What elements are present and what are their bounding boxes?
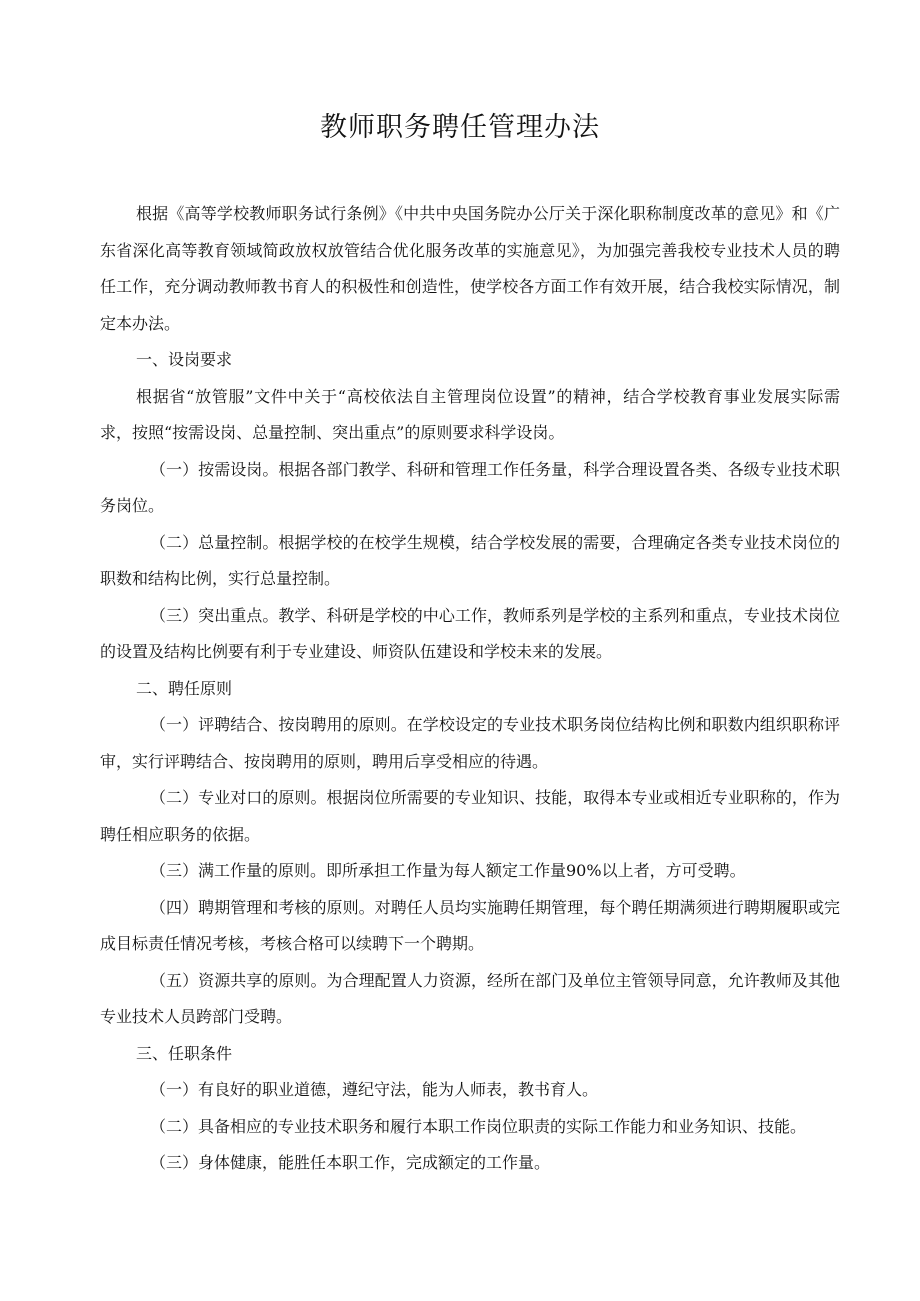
section-heading-3: 三、任职条件 [136,1043,233,1063]
section-heading-1: 一、设岗要求 [136,350,233,369]
section1-item-1: （一）按需设岗。根据各部门教学、科研和管理工作任务量，科学合理设置各类、各级专业技术职务岗位。 [100,459,840,515]
section3-item-1: （一）有良好的职业道德，遵纪守法，能为人师表，教书育人。 [150,1080,599,1099]
section3-item-3: （三）身体健康，能胜任本职工作，完成额定的工作量。 [150,1153,551,1172]
section2-item-3: （三）满工作量的原则。即所承担工作量为每人额定工作量90%以上者，方可受聘。 [150,861,746,880]
section1-item-3: （三）突出重点。教学、科研是学校的中心工作，教师系列是学校的主系列和重点，专业技术岗位的设置及结构比例要有利于专业建设、师资队伍建设和学校未来的发展。 [100,605,840,661]
section1-item-2: （二）总量控制。根据学校的在校学生规模，结合学校发展的需要，合理确定各类专业技术岗位的职数和结构比例，实行总量控制。 [100,532,840,588]
section-heading-2: 二、聘任原则 [136,678,233,698]
section1-lead-paragraph: 根据省“放管服”文件中关于“高校依法自主管理岗位设置”的精神，结合学校教育事业发展实际需求，按照“按需设岗、总量控制、突出重点”的原则要求科学设岗。 [100,386,840,442]
section2-item-2: （二）专业对口的原则。根据岗位所需要的专业知识、技能，取得本专业或相近专业职称的，作为聘任相应职务的依据。 [100,788,840,844]
intro-paragraph: 根据《高等学校教师职务试行条例》《中共中央国务院办公厅关于深化职称制度改革的意见》和《广东省深化高等教育领域简政放权放管结合优化服务改革的实施意见》，为加强完善我校专业技术人员的聘任工作，充分调动教师教书育人的积极性和创造性，使学校各方面工作有效开展，结合我校实际情况，制定本办法。 [100,204,840,333]
section2-item-5: （五）资源共享的原则。为合理配置人力资源，经所在部门及单位主管领导同意，允许教师及其他专业技术人员跨部门受聘。 [100,970,840,1026]
section2-item-1: （一）评聘结合、按岗聘用的原则。在学校设定的专业技术职务岗位结构比例和职数内组织职称评审，实行评聘结合、按岗聘用的原则，聘用后享受相应的待遇。 [100,715,840,771]
section3-item-2: （二）具备相应的专业技术职务和履行本职工作岗位职责的实际工作能力和业务知识、技能。 [150,1116,807,1136]
document-title: 教师职务聘任管理办法 [320,112,600,143]
section2-item-4: （四）聘期管理和考核的原则。对聘任人员均实施聘任期管理，每个聘任期满须进行聘期履职或完成目标责任情况考核，考核合格可以续聘下一个聘期。 [100,897,840,953]
document-body [100,196,840,1182]
